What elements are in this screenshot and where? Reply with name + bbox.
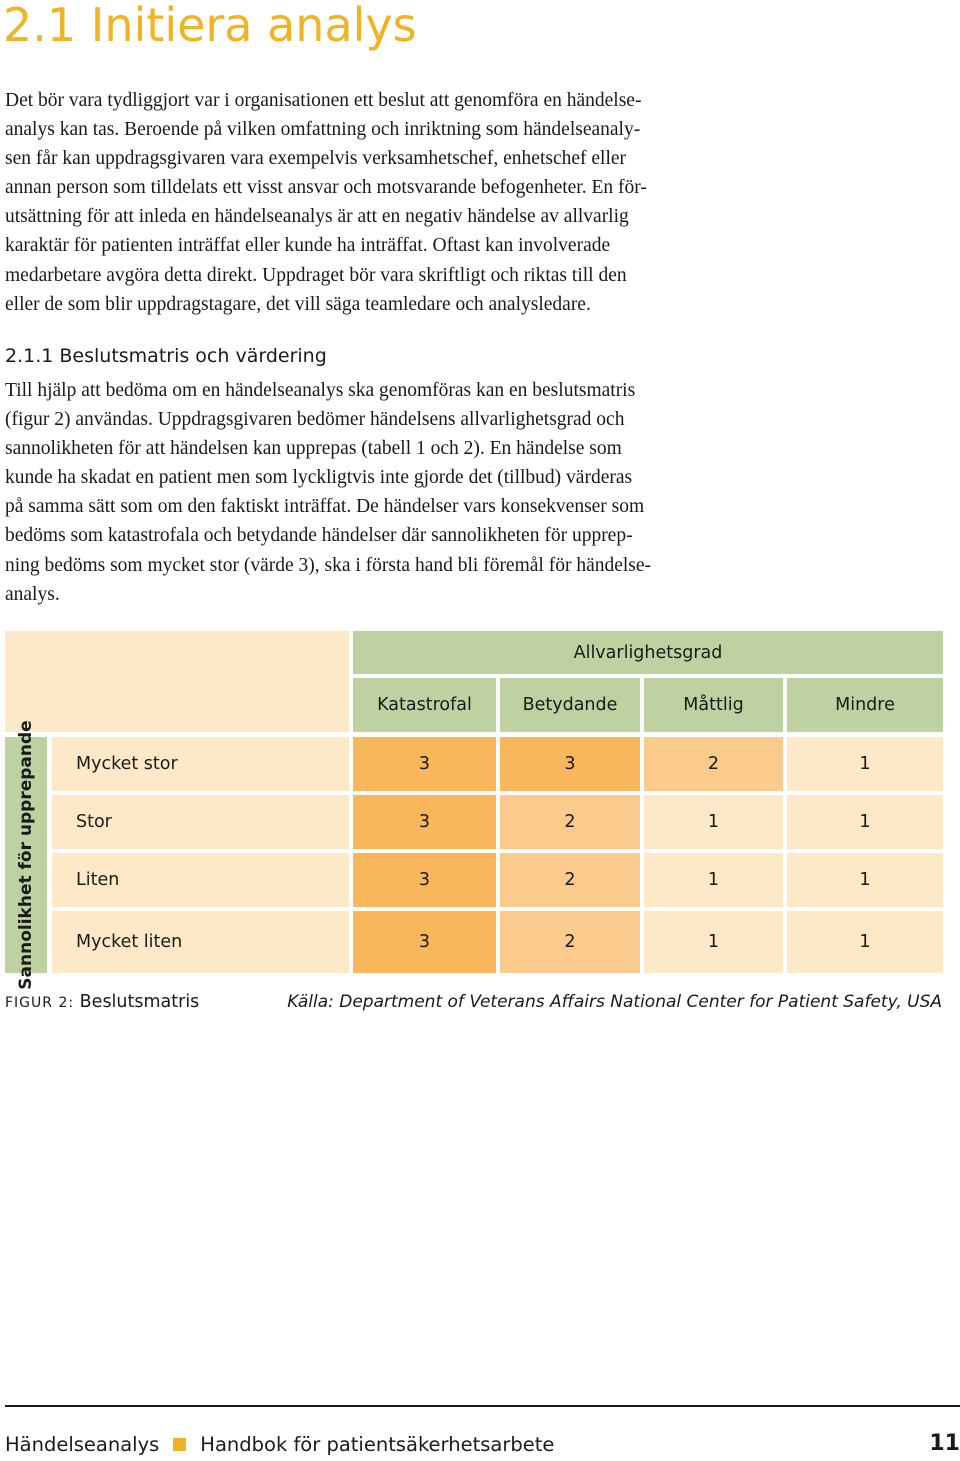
page-footer xyxy=(5,1433,554,1456)
matrix-cell: 2 xyxy=(500,911,640,973)
matrix-row-group-label: Sannolikhet för upprepande xyxy=(16,720,36,990)
section-subheading: 2.1.1 Beslutsmatris och värdering xyxy=(5,345,327,367)
matrix-row-header: Mycket stor xyxy=(52,737,349,791)
text-line: analys kan tas. Beroende på vilken omfattning och inriktning som händelseanaly- xyxy=(5,119,641,141)
figure-source: Källa: Department of Veterans Affairs National Center for Patient Safety, USA xyxy=(287,992,942,1012)
matrix-cell: 1 xyxy=(787,853,943,907)
intro-paragraph xyxy=(5,86,950,319)
matrix-row-group-header xyxy=(5,720,47,990)
matrix-cell: 1 xyxy=(787,911,943,973)
footer-left-title: Händelseanalys xyxy=(5,1433,160,1456)
text-line: annan person som tilldelats ett visst ansvar och motsvarande befogenheter. En för- xyxy=(5,177,647,199)
matrix-row-header: Liten xyxy=(52,853,349,907)
text-line: medarbetare avgöra detta direkt. Uppdraget bör vara skriftligt och riktas till den xyxy=(5,264,627,286)
matrix-cell: 3 xyxy=(500,737,640,791)
matrix-cell: 3 xyxy=(353,911,496,973)
figure-title: Beslutsmatris xyxy=(79,992,200,1012)
body-paragraph xyxy=(5,376,950,609)
text-line: på samma sätt som om den faktiskt inträffat. De händelser vars konsekvenser som xyxy=(5,496,645,518)
text-line: Till hjälp att bedöma om en händelseanalys ska genomföras kan en beslutsmatris xyxy=(5,380,636,401)
matrix-cell: 1 xyxy=(787,795,943,849)
text-line: analys. xyxy=(5,583,60,605)
page-title: 2.1 Initiera analys xyxy=(3,0,417,52)
matrix-cell: 1 xyxy=(644,911,783,973)
text-line: Det bör vara tydliggjort var i organisationen ett beslut att genomföra en händelse- xyxy=(5,90,642,111)
matrix-cell: 2 xyxy=(644,737,783,791)
text-line: ning bedöms som mycket stor (värde 3), ska i första hand bli föremål för händelse- xyxy=(5,554,652,576)
page-number: 11 xyxy=(929,1431,960,1456)
text-line: utsättning för att inleda en händelseanalys är att en negativ händelse av allvarlig xyxy=(5,206,629,228)
square-bullet-icon xyxy=(173,1438,186,1451)
matrix-column-header: Katastrofal xyxy=(353,678,496,732)
matrix-corner xyxy=(5,631,349,732)
footer-right-title: Handbok för patientsäkerhetsarbete xyxy=(200,1433,555,1456)
matrix-cell: 1 xyxy=(644,795,783,849)
matrix-column-header: Betydande xyxy=(500,678,640,732)
matrix-cell: 1 xyxy=(644,853,783,907)
footer-divider xyxy=(5,1405,960,1407)
matrix-cell: 2 xyxy=(500,795,640,849)
matrix-cell: 1 xyxy=(787,737,943,791)
matrix-cell: 3 xyxy=(353,737,496,791)
text-line: karaktär för patienten inträffat eller kunde ha inträffat. Oftast kan involverade xyxy=(5,235,611,257)
text-line: sannolikheten för att händelsen kan upprepas (tabell 1 och 2). En händelse som xyxy=(5,438,622,460)
text-line: bedöms som katastrofala och betydande händelser där sannolikheten för upprep- xyxy=(5,525,633,547)
text-line: kunde ha skadat en patient men som lyckligtvis inte gjorde det (tillbud) värderas xyxy=(5,467,633,489)
text-line: eller de som blir uppdragstagare, det vill säga teamledare och analysledare. xyxy=(5,293,591,315)
matrix-column-header: Mindre xyxy=(787,678,943,732)
matrix-cell: 3 xyxy=(353,795,496,849)
text-line: sen får kan uppdragsgivaren vara exempelvis verksamhetschef, enhetschef eller xyxy=(5,148,627,170)
matrix-cell: 3 xyxy=(353,853,496,907)
text-line: (figur 2) användas. Uppdragsgivaren bedömer händelsens allvarlighetsgrad och xyxy=(5,409,625,431)
figure-caption xyxy=(5,992,199,1012)
figure-label: FIGUR 2: xyxy=(5,995,75,1011)
matrix-row-header: Mycket liten xyxy=(52,911,349,973)
matrix-row-header: Stor xyxy=(52,795,349,849)
matrix-cell: 2 xyxy=(500,853,640,907)
matrix-column-header: Måttlig xyxy=(644,678,783,732)
matrix-column-group-header: Allvarlighetsgrad xyxy=(353,631,943,674)
